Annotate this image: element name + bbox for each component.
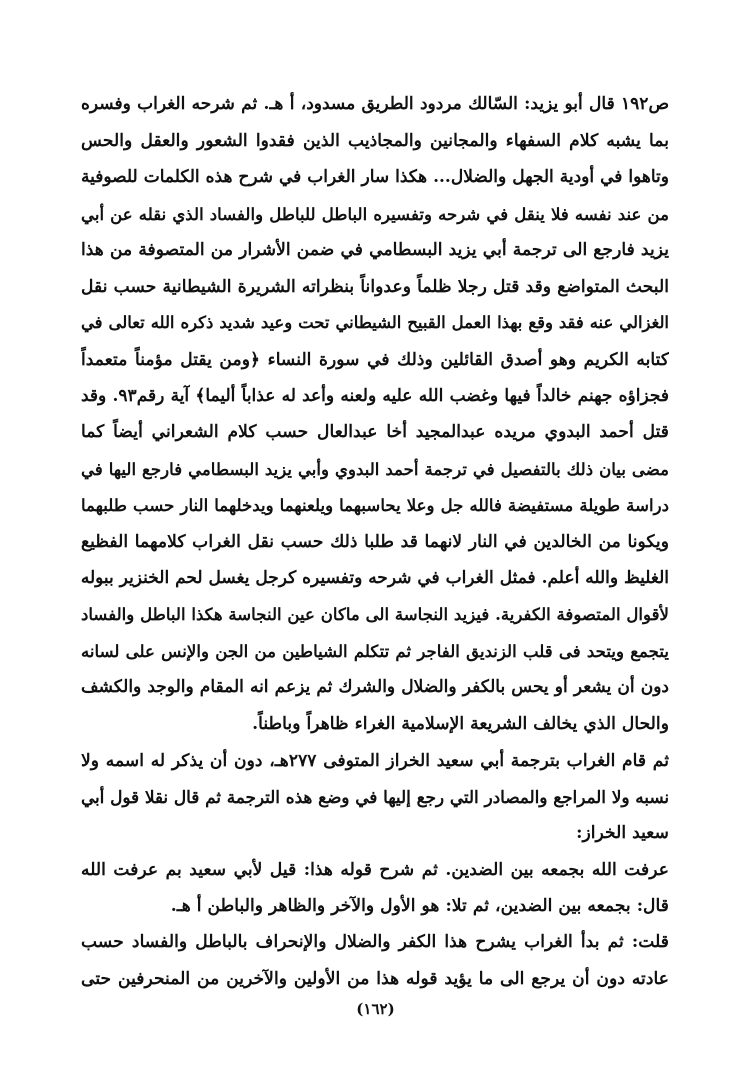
text-line: سعيد الخراز: — [576, 823, 669, 843]
text-line: لأقوال المتصوفة الكفرية. فيزيد النجاسة الى ماكان عين النجاسة هكذا الباطل والفساد — [81, 604, 669, 624]
text-line: كتابه الكريم وهو أصدق القائلين وذلك في سورة النساء ﴿ومن يقتل مؤمناً متعمداً — [81, 350, 669, 370]
text-line: ويكونا من الخالدين في النار لانهما قد طلبا ذلك حسب نقل الغراب كلامهما الفظيع — [81, 532, 669, 552]
text-line: الغزالي عنه فقد وقع بهذا العمل القبيح الشيطاني تحت وعيد شديد ذكره الله تعالى في — [81, 313, 669, 332]
text-line: يزيد فارجع الى ترجمة أبي يزيد البسطامي في ضمن الأشرار من المتصوفة من هذا — [81, 240, 669, 260]
text-line: ثم قام الغراب بترجمة أبي سعيد الخراز المتوفى ٢٧٧هـ، دون أن يذكر له اسمه ولا — [81, 751, 669, 771]
text-line: البحث المتواضع وقد قتل رجلا ظلماً وعدواناً بنظراته الشريرة الشيطانية حسب نقل — [81, 277, 669, 297]
text-line: بما يشبه كلام السفهاء والمجانين والمجاذيب الذين فقدوا الشعور والعقل والحس — [81, 131, 669, 151]
text-line: عادته دون أن يرجع الى ما يؤيد قوله هذا من الأولين والآخرين من المنحرفين حتى — [81, 969, 669, 989]
text-line: وتاهوا في أودية الجهل والضلال... هكذا سار الغراب في شرح هذه الكلمات للصوفية — [81, 167, 669, 187]
text-line: والحال الذي يخالف الشريعة الإسلامية الغراء ظاهراً وباطناً. — [252, 714, 669, 734]
page-number: (١٦٢) — [356, 1000, 395, 1018]
text-line: من عند نفسه فلا ينقل في شرحه وتفسيره الباطل للباطل والفساد الذي نقله عن أبي — [81, 204, 669, 224]
text-line: عرفت الله بجمعه بين الضدين. ثم شرح قوله هذا: قيل لأبي سعيد بم عرفت الله — [81, 860, 669, 880]
text-line: مضى بيان ذلك بالتفصيل في ترجمة أحمد البدوي وأبي يزيد البسطامي فارجع اليها في — [81, 459, 669, 479]
text-line: دراسة طويلة مستفيضة فالله جل وعلا يحاسبهما ويلعنهما ويدخلهما النار حسب طلبهما — [81, 495, 669, 515]
text-line: قلت: ثم بدأ الغراب يشرح هذا الكفر والضلال والإنحراف بالباطل والفساد حسب — [81, 932, 669, 952]
text-line: نسبه ولا المراجع والمصادر التي رجع إليها في وضع هذه الترجمة ثم قال نقلا قول أبي — [81, 787, 669, 807]
text-line: قتل أحمد البدوي مريده عبدالمجيد أخا عبدالعال حسب كلام الشعراني أيضاً كما — [81, 422, 669, 442]
text-line: الغليظ والله أعلم. فمثل الغراب في شرحه وتفسيره كرجل يغسل لحم الخنزير ببوله — [81, 568, 669, 588]
text-line: قال: بجمعه بين الضدين، ثم تلا: هو الأول والآخر والظاهر والباطن أ هـ. — [170, 896, 669, 916]
text-line: ص١٩٢ قال أبو يزيد: السّالك مردود الطريق مسدود، أ هـ. ثم شرحه الغراب وفسره — [81, 94, 669, 114]
text-line: فجزاؤه جهنم خالداً فيها وغضب الله عليه ولعنه وأعد له عذاباً أليما﴾ آية رقم٩٣. وقد — [81, 386, 669, 406]
text-line: يتجمع ويتحد فى قلب الزنديق الفاجر ثم تتكلم الشياطين من الجن والإنس على لسانه — [81, 641, 669, 661]
text-line: دون أن يشعر أو يحس بالكفر والضلال والشرك ثم يزعم انه المقام والوجد والكشف — [81, 677, 669, 697]
